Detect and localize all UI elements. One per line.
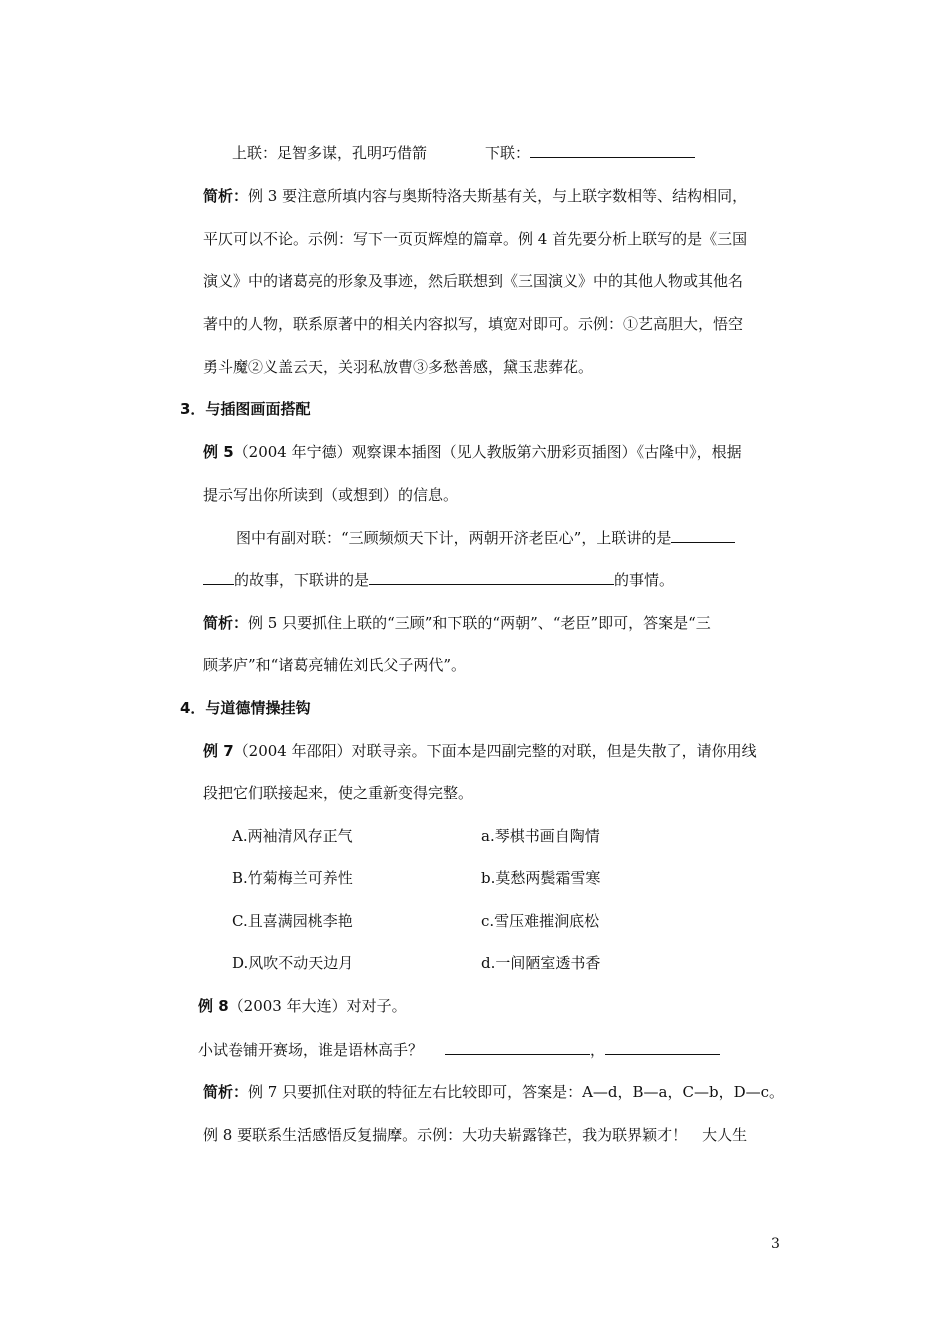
analysis-1-line-5: 勇斗魔②义盖云天，关羽私放曹③多愁善感，黛玉悲葬花。 — [203, 358, 594, 376]
answer-blank[interactable] — [530, 143, 695, 158]
example-label: 例 7 — [203, 742, 234, 760]
pair-left-b: B.竹菊梅兰可养性 — [232, 869, 353, 887]
pair-right-d: d.一间陋室透书香 — [481, 954, 601, 972]
pair-right-a: a.琴棋书画自陶情 — [481, 827, 600, 845]
analysis-1-line-3: 演义》中的诸葛亮的形象及事迹，然后联想到《三国演义》中的其他人物或其他名 — [203, 272, 744, 290]
couplet-prompt — [232, 143, 695, 163]
answer-blank[interactable] — [445, 1040, 590, 1055]
pair-right-c: c.雪压难摧涧底松 — [481, 912, 600, 930]
example-5-line-2: 提示写出你所读到（或想到）的信息。 — [203, 486, 459, 504]
analysis-2-line-2: 顾茅庐”和“诸葛亮辅佐刘氏父子两代”。 — [203, 656, 467, 674]
pair-left-c: C.且喜满园桃李艳 — [232, 912, 353, 930]
example-7-line-2: 段把它们联接起来，使之重新变得完整。 — [203, 784, 474, 802]
analysis-3-line-1: 简析：例 7 只要抓住对联的特征左右比较即可，答案是：A—d，B—a，C—b，D—c。 — [203, 1083, 785, 1101]
answer-blank[interactable] — [671, 528, 735, 543]
pair-left-a: A.两袖清风存正气 — [232, 827, 353, 845]
pair-right-b: b.莫愁两鬓霜雪寒 — [481, 869, 601, 887]
example-8-line-1: 例 8（2003 年大连）对对子。 — [198, 997, 407, 1015]
example-label: 例 8 — [198, 997, 229, 1015]
example-5-question-line-1: 图中有副对联：“三顾频烦天下计，两朝开济老臣心”，上联讲的是 — [236, 528, 735, 548]
analysis-1-line-1: 简析：例 3 要注意所填内容与奥斯特洛夫斯基有关，与上联字数相等、结构相同， — [203, 187, 748, 205]
page-number: 3 — [771, 1236, 780, 1252]
answer-blank[interactable] — [369, 570, 614, 585]
analysis-3-line-2: 例 8 要联系生活感悟反复揣摩。示例：大功夫崭露锋芒，我为联界颖才！ 大人生 — [203, 1126, 748, 1144]
analysis-2-line-1: 简析：例 5 只要抓住上联的“三顾”和下联的“两朝”、“老臣”即可，答案是“三 — [203, 614, 711, 632]
answer-blank[interactable] — [605, 1040, 720, 1055]
section-heading-4: 4．与道德情操挂钩 — [180, 699, 311, 717]
analysis-label: 简析： — [203, 614, 249, 632]
answer-blank[interactable] — [203, 570, 234, 585]
example-7-line-1: 例 7（2004 年邵阳）对联寻亲。下面本是四副完整的对联，但是失散了，请你用线 — [203, 742, 757, 760]
lower-couplet-label: 下联： — [485, 144, 531, 162]
analysis-1-line-4: 著中的人物，联系原著中的相关内容拟写，填宽对即可。示例：①艺高胆大，悟空 — [203, 315, 744, 333]
analysis-1-line-2: 平仄可以不论。示例：写下一页页辉煌的篇章。例 4 首先要分析上联写的是《三国 — [203, 230, 748, 248]
example-label: 例 5 — [203, 443, 234, 461]
analysis-label: 简析： — [203, 187, 249, 205]
example-8-question: 小试卷铺开赛场，谁是语林高手？ ， — [198, 1040, 720, 1060]
example-5-question-line-2: 的故事，下联讲的是 的事情。 — [203, 570, 674, 590]
analysis-label: 简析： — [203, 1083, 249, 1101]
example-5-line-1: 例 5（2004 年宁德）观察课本插图（见人教版第六册彩页插图）《古隆中》，根据 — [203, 443, 742, 461]
pair-left-d: D.风吹不动天边月 — [232, 954, 354, 972]
section-heading-3: 3．与插图画面搭配 — [180, 400, 311, 418]
upper-couplet: 上联：足智多谋，孔明巧借箭 — [232, 144, 428, 162]
